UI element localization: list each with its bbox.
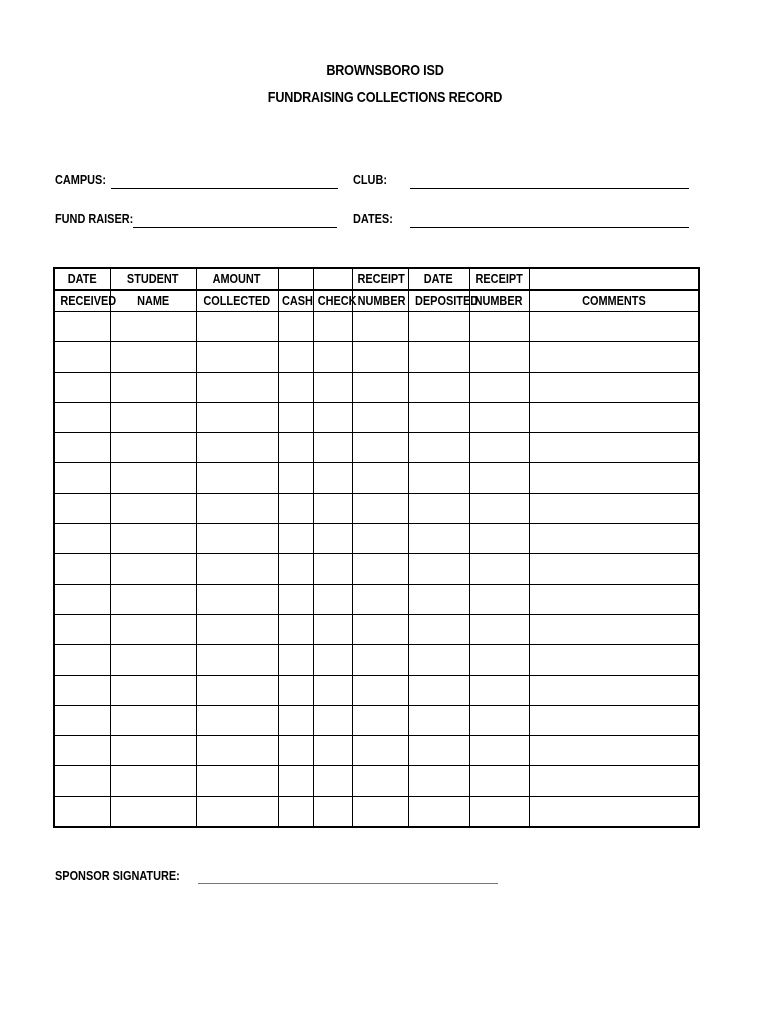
fund-raiser-field[interactable] [133,227,337,228]
table-row [54,645,699,675]
table-cell-receipt-number[interactable] [352,645,408,675]
table-cell-comments[interactable] [529,342,699,372]
table-cell-date-received[interactable] [54,645,110,675]
table-cell-comments[interactable] [529,675,699,705]
table-cell-cash[interactable] [278,645,313,675]
header-cell-receipt-number-2 [469,290,529,312]
table-cell-amount-collected[interactable] [196,402,278,432]
table-cell-check[interactable] [313,645,352,675]
table-cell-receipt-number-2[interactable] [469,372,529,402]
table-cell-amount-collected[interactable] [196,645,278,675]
table-cell-date-received[interactable] [54,614,110,644]
form-title: FUNDRAISING COLLECTIONS RECORD [267,89,503,106]
table-cell-check[interactable] [313,675,352,705]
table-header-row [54,268,699,290]
table-cell-comments[interactable] [529,645,699,675]
table-cell-date-received[interactable] [54,312,110,342]
table-cell-student-name[interactable] [110,524,196,554]
table-cell-date-received[interactable] [54,584,110,614]
table-row [54,554,699,584]
table-header-row [54,290,699,312]
table-cell-receipt-number[interactable] [352,342,408,372]
table-cell-student-name[interactable] [110,554,196,584]
table-cell-date-received[interactable] [54,372,110,402]
table-row [54,766,699,796]
table-cell-receipt-number[interactable] [352,675,408,705]
header-cell-check [313,268,352,290]
table-row [54,524,699,554]
header-text: CHECK [317,293,357,308]
table-cell-date-deposited[interactable] [408,766,469,796]
table-cell-student-name[interactable] [110,433,196,463]
table-cell-amount-collected[interactable] [196,675,278,705]
sponsor-signature-field[interactable] [198,883,498,884]
table-cell-check[interactable] [313,796,352,827]
table-cell-date-received[interactable] [54,524,110,554]
table-cell-date-received[interactable] [54,766,110,796]
table-cell-comments[interactable] [529,766,699,796]
table-cell-date-deposited[interactable] [408,493,469,523]
table-cell-receipt-number-2[interactable] [469,675,529,705]
header-cell-amount-collected [196,290,278,312]
table-cell-comments[interactable] [529,614,699,644]
table-cell-receipt-number-2[interactable] [469,614,529,644]
table-cell-amount-collected[interactable] [196,736,278,766]
table-cell-student-name[interactable] [110,614,196,644]
table-cell-date-deposited[interactable] [408,584,469,614]
table-cell-receipt-number[interactable] [352,312,408,342]
table-cell-student-name[interactable] [110,796,196,827]
table-cell-receipt-number[interactable] [352,372,408,402]
campus-label: CAMPUS: [55,172,106,187]
table-cell-student-name[interactable] [110,342,196,372]
table-cell-check[interactable] [313,554,352,584]
table-cell-cash[interactable] [278,766,313,796]
table-cell-date-deposited[interactable] [408,675,469,705]
table-row [54,372,699,402]
table-cell-date-deposited[interactable] [408,372,469,402]
table-cell-date-received[interactable] [54,433,110,463]
header-cell-check [313,290,357,312]
table-cell-cash[interactable] [278,614,313,644]
table-cell-comments[interactable] [529,312,699,342]
header-text: CASH [281,293,313,308]
table-row [54,402,699,432]
table-cell-amount-collected[interactable] [196,554,278,584]
table-cell-comments[interactable] [529,433,699,463]
table-row [54,796,699,827]
table-cell-date-deposited[interactable] [408,402,469,432]
table-cell-date-deposited[interactable] [408,433,469,463]
table-cell-cash[interactable] [278,463,313,493]
table-cell-cash[interactable] [278,796,313,827]
table-cell-student-name[interactable] [110,402,196,432]
table-cell-comments[interactable] [529,524,699,554]
table-cell-cash[interactable] [278,675,313,705]
table-cell-student-name[interactable] [110,705,196,735]
table-row [54,675,699,705]
table-cell-date-received[interactable] [54,675,110,705]
table-cell-receipt-number[interactable] [352,433,408,463]
header-cell-receipt-number [352,290,408,312]
table-cell-amount-collected[interactable] [196,584,278,614]
table-cell-receipt-number-2[interactable] [469,554,529,584]
table-cell-receipt-number[interactable] [352,584,408,614]
header-cell-date-received [54,290,117,312]
table-cell-amount-collected[interactable] [196,463,278,493]
table-cell-cash[interactable] [278,736,313,766]
table-cell-check[interactable] [313,524,352,554]
table-cell-date-deposited[interactable] [408,736,469,766]
table-cell-cash[interactable] [278,554,313,584]
table-cell-receipt-number[interactable] [352,402,408,432]
table-cell-amount-collected[interactable] [196,796,278,827]
header-cell-comments [529,268,699,290]
table-cell-check[interactable] [313,584,352,614]
table-cell-receipt-number-2[interactable] [469,493,529,523]
club-field[interactable] [410,188,689,189]
header-text: RECEIVED [60,293,117,308]
table-cell-check[interactable] [313,312,352,342]
table-cell-date-deposited[interactable] [408,524,469,554]
header-text: DEPOSITED [414,293,478,308]
table-cell-receipt-number[interactable] [352,493,408,523]
table-row [54,584,699,614]
table-cell-date-received[interactable] [54,705,110,735]
table-cell-student-name[interactable] [110,372,196,402]
header-cell-comments [529,290,699,312]
table-cell-comments[interactable] [529,584,699,614]
table-cell-receipt-number-2[interactable] [469,463,529,493]
table-cell-amount-collected[interactable] [196,493,278,523]
table-cell-cash[interactable] [278,372,313,402]
table-cell-student-name[interactable] [110,463,196,493]
header-text: STUDENT [127,271,179,286]
table-cell-date-deposited[interactable] [408,312,469,342]
table-cell-amount-collected[interactable] [196,766,278,796]
table-cell-receipt-number-2[interactable] [469,584,529,614]
table-cell-receipt-number-2[interactable] [469,766,529,796]
table-row [54,463,699,493]
table-cell-receipt-number-2[interactable] [469,312,529,342]
table-cell-amount-collected[interactable] [196,342,278,372]
table-cell-receipt-number-2[interactable] [469,524,529,554]
table-cell-comments[interactable] [529,796,699,827]
table-cell-date-received[interactable] [54,402,110,432]
table-cell-receipt-number[interactable] [352,736,408,766]
table-cell-receipt-number-2[interactable] [469,342,529,372]
table-cell-cash[interactable] [278,342,313,372]
header-text: NUMBER [357,293,405,308]
collections-table [53,267,700,828]
table-cell-check[interactable] [313,342,352,372]
table-cell-student-name[interactable] [110,675,196,705]
table-row [54,493,699,523]
table-cell-date-deposited[interactable] [408,342,469,372]
table-cell-check[interactable] [313,766,352,796]
table-cell-cash[interactable] [278,312,313,342]
table-cell-receipt-number[interactable] [352,463,408,493]
table-cell-check[interactable] [313,705,352,735]
table-cell-date-received[interactable] [54,554,110,584]
table-cell-date-deposited[interactable] [408,645,469,675]
header-text: AMOUNT [213,271,261,286]
table-cell-cash[interactable] [278,524,313,554]
table-cell-receipt-number[interactable] [352,524,408,554]
table-cell-cash[interactable] [278,584,313,614]
header-cell-cash [278,268,313,290]
table-cell-receipt-number-2[interactable] [469,736,529,766]
table-cell-receipt-number[interactable] [352,614,408,644]
table-row [54,433,699,463]
sponsor-signature-label: SPONSOR SIGNATURE: [55,868,180,883]
table-cell-receipt-number[interactable] [352,554,408,584]
table-cell-date-received[interactable] [54,493,110,523]
table-cell-student-name[interactable] [110,736,196,766]
header-cell-student-name [110,268,196,290]
table-cell-check[interactable] [313,372,352,402]
table-cell-receipt-number[interactable] [352,766,408,796]
table-cell-amount-collected[interactable] [196,433,278,463]
table-cell-receipt-number-2[interactable] [469,645,529,675]
table-cell-cash[interactable] [278,402,313,432]
district-title: BROWNSBORO ISD [326,62,444,79]
fund-raiser-label: FUND RAISER: [55,211,134,226]
table-cell-comments[interactable] [529,463,699,493]
header-cell-student-name [110,290,196,312]
header-text: COLLECTED [203,293,271,308]
table-row [54,342,699,372]
table-cell-comments[interactable] [529,705,699,735]
table-cell-receipt-number[interactable] [352,705,408,735]
table-cell-comments[interactable] [529,402,699,432]
table-cell-amount-collected[interactable] [196,614,278,644]
header-cell-receipt-number [352,268,408,290]
table-cell-date-received[interactable] [54,796,110,827]
header-cell-date-deposited [408,268,469,290]
header-cell-cash [278,290,313,312]
table-cell-date-deposited[interactable] [408,796,469,827]
header-text: DATE [424,271,453,286]
header-cell-date-deposited [408,290,478,312]
table-cell-date-received[interactable] [54,463,110,493]
table-row [54,312,699,342]
table-cell-receipt-number[interactable] [352,796,408,827]
header-cell-amount-collected [196,268,278,290]
table-cell-check[interactable] [313,736,352,766]
table-cell-receipt-number-2[interactable] [469,796,529,827]
table-cell-receipt-number-2[interactable] [469,433,529,463]
header-text: DATE [67,271,97,286]
table-cell-date-deposited[interactable] [408,463,469,493]
table-cell-receipt-number-2[interactable] [469,705,529,735]
table-cell-student-name[interactable] [110,493,196,523]
dates-field[interactable] [410,227,689,228]
table-cell-check[interactable] [313,463,352,493]
table-cell-receipt-number-2[interactable] [469,402,529,432]
table-cell-cash[interactable] [278,705,313,735]
table-cell-cash[interactable] [278,433,313,463]
campus-field[interactable] [111,188,338,189]
header-text: RECEIPT [357,271,405,286]
header-text: COMMENTS [581,293,646,308]
header-cell-receipt-number-2 [469,268,529,290]
table-cell-student-name[interactable] [110,645,196,675]
table-cell-cash[interactable] [278,493,313,523]
table-cell-check[interactable] [313,493,352,523]
header-cell-date-received [54,268,110,290]
table-cell-amount-collected[interactable] [196,372,278,402]
club-label: CLUB: [353,172,387,187]
table-cell-comments[interactable] [529,493,699,523]
table-cell-comments[interactable] [529,372,699,402]
table-cell-date-received[interactable] [54,736,110,766]
table-cell-date-received[interactable] [54,342,110,372]
table-cell-student-name[interactable] [110,584,196,614]
table-cell-comments[interactable] [529,736,699,766]
table-cell-student-name[interactable] [110,766,196,796]
table-row [54,705,699,735]
table-cell-date-deposited[interactable] [408,614,469,644]
table-cell-amount-collected[interactable] [196,312,278,342]
table-cell-date-deposited[interactable] [408,705,469,735]
table-cell-check[interactable] [313,433,352,463]
table-row [54,736,699,766]
table-cell-amount-collected[interactable] [196,705,278,735]
header-text: NAME [136,293,170,308]
table-cell-check[interactable] [313,402,352,432]
table-cell-amount-collected[interactable] [196,524,278,554]
table-cell-comments[interactable] [529,554,699,584]
table-cell-check[interactable] [313,614,352,644]
header-text: NUMBER [475,293,523,308]
header-text: RECEIPT [475,271,523,286]
table-row [54,614,699,644]
table-cell-date-deposited[interactable] [408,554,469,584]
table-cell-student-name[interactable] [110,312,196,342]
dates-label: DATES: [353,211,393,226]
